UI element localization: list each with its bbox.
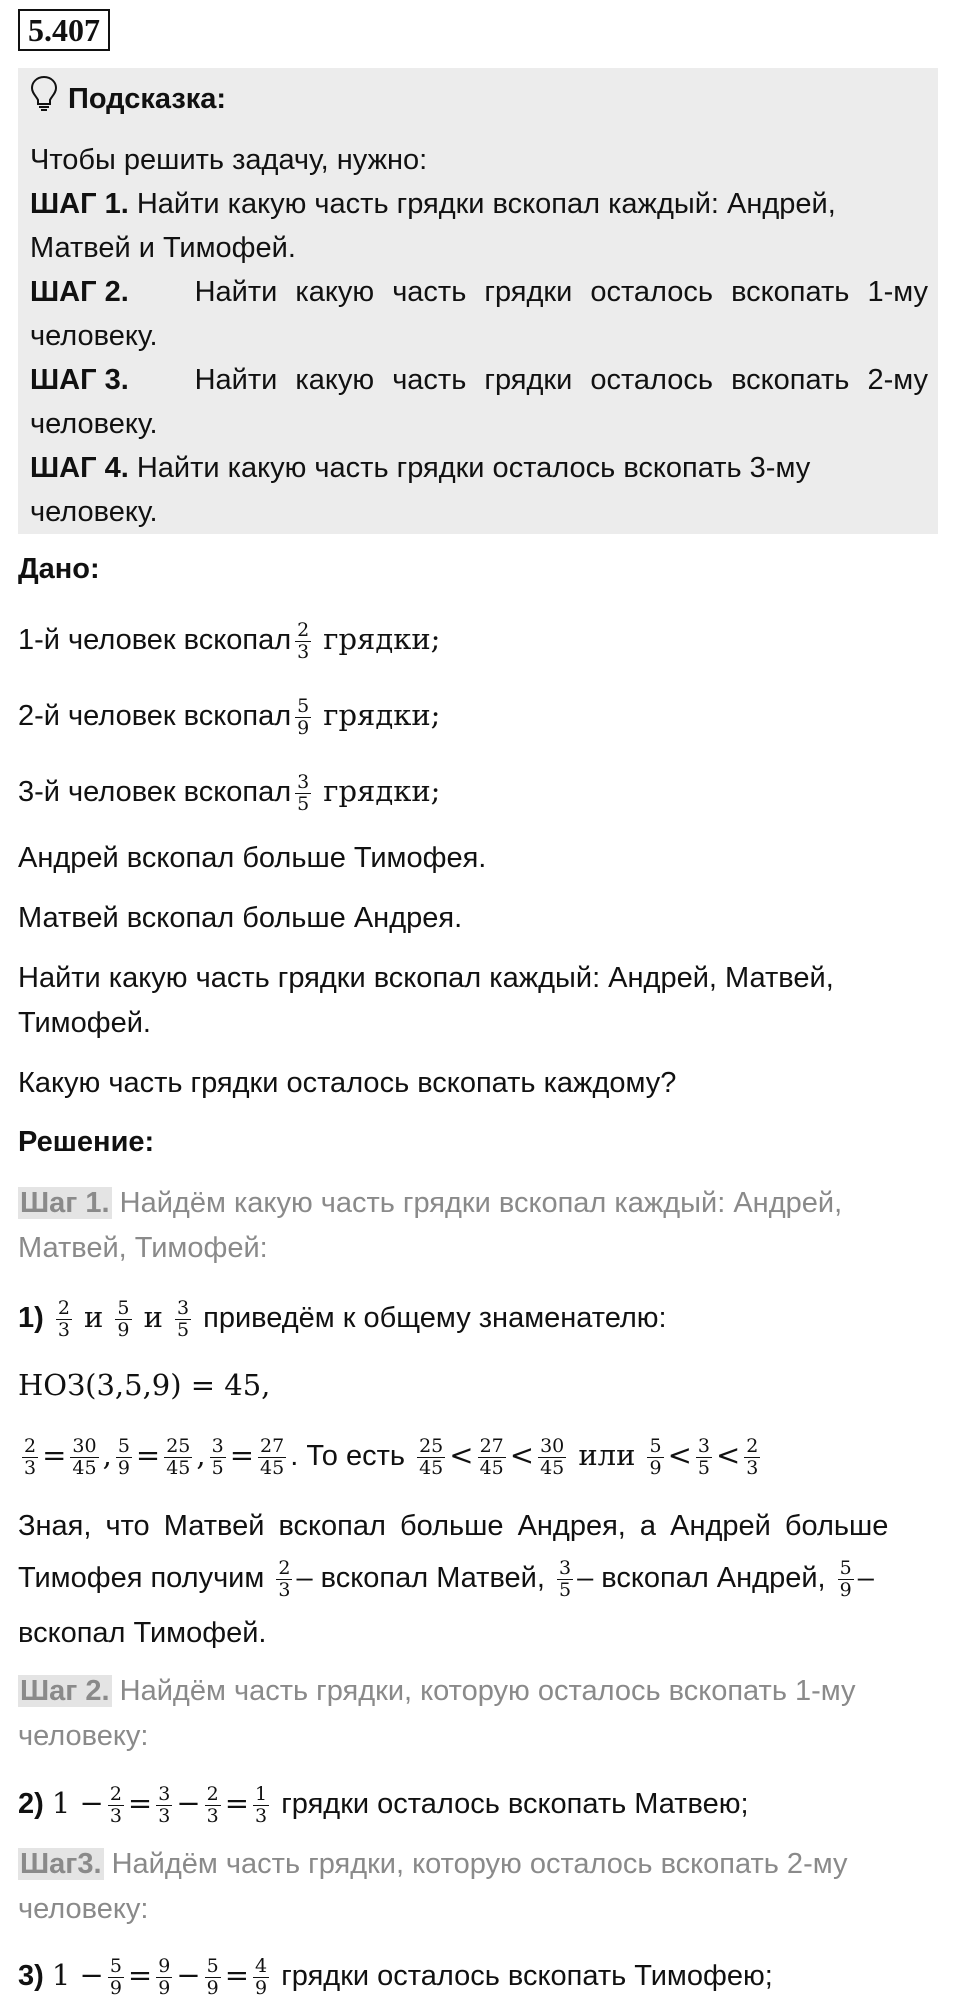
solution-item-2: 2) 1 − $\frac{2}{3}$ = $\frac{3}{3}$ − $\frac{2}{3}$ = $\frac{1}{3}$ грядки осталось вскопать Матвею; xyxy=(18,1782,749,1827)
fraction: $\frac{2}{3}$ xyxy=(57,1296,70,1341)
solution-step-1-cont: Матвей, Тимофей: xyxy=(18,1232,268,1264)
given-title: Дано: xyxy=(18,553,100,585)
given-person-2: 2-й человек вскопал $\frac{5}{9}$ грядки; xyxy=(18,694,441,739)
solution-step-3: Шаг3. Найдём часть грядки, которую осталось вскопать 2-му xyxy=(20,1848,848,1880)
hint-step-4: ШАГ 4. Найти какую часть грядки осталось вскопать 3-му xyxy=(30,452,811,484)
hint-intro: Чтобы решить задачу, нужно: xyxy=(30,144,428,176)
solution-title: Решение: xyxy=(18,1126,155,1158)
solution-reasoning-cont: Тимофея получим $\frac{2}{3}$ – вскопал Матвей, $\frac{3}{5}$ – вскопал Андрей, $\frac{5}{9}$ – xyxy=(18,1556,874,1601)
given-fact-1: Андрей вскопал больше Тимофея. xyxy=(18,842,487,874)
fraction: $\frac{3}{5}$ xyxy=(297,770,310,815)
given-person-1: 1-й человек вскопал $\frac{2}{3}$ грядки; xyxy=(18,618,441,663)
hint-step-2-cont: человеку. xyxy=(30,320,158,352)
fraction: $\frac{5}{9}$ xyxy=(297,694,310,739)
solution-item-1: 1) $\frac{2}{3}$ и $\frac{5}{9}$ и $\frac{3}{5}$ приведём к общему знаменателю: xyxy=(18,1296,667,1341)
solution-step-1: Шаг 1. Найдём какую часть грядки вскопал каждый: Андрей, xyxy=(20,1187,843,1219)
hint-title: Подсказка: xyxy=(68,83,227,115)
solution-step-2: Шаг 2. Найдём часть грядки, которую осталось вскопать 1-му xyxy=(20,1675,856,1707)
fraction: $\frac{3}{5}$ xyxy=(176,1296,190,1341)
solution-step-2-cont: человеку: xyxy=(18,1720,149,1752)
solution-reasoning: Зная, что Матвей вскопал больше Андрея, а Андрей больше xyxy=(18,1510,889,1542)
hint-step-3-cont: человеку. xyxy=(30,408,158,440)
given-fact-2: Матвей вскопал больше Андрея. xyxy=(18,902,463,934)
problem-number: 5.407 xyxy=(18,9,110,51)
hint-body xyxy=(30,138,928,534)
solution-step-3-cont: человеку: xyxy=(18,1893,149,1925)
hint-step-4-cont: человеку. xyxy=(30,496,158,528)
hint-step-3: ШАГ 3. Найти какую часть грядки осталось вскопать 2-му xyxy=(30,364,928,396)
fraction: $\frac{2}{3}$ xyxy=(297,618,310,663)
solution-common-fractions: $\frac{2}{3}$ = $\frac{30}{45}$ , $\frac{5}{9}$ = $\frac{25}{45}$ , $\frac{3}{5}$ = $\frac{27}{45}$ . То есть $\frac{25}{45}$ < $\frac{27}{45}$ < $\frac{30}{45}$ или $\frac{5}{9}$ < $\frac{3}{5}$ < $\frac{2}{3}$ xyxy=(24,1434,759,1479)
given-question-2: Какую часть грядки осталось вскопать каждому? xyxy=(18,1067,677,1099)
given-question-1-cont: Тимофей. xyxy=(18,1007,151,1039)
hint-title-row xyxy=(30,75,226,123)
given-question-1: Найти какую часть грядки вскопал каждый: Андрей, Матвей, xyxy=(18,962,834,994)
given-person-3: 3-й человек вскопал $\frac{3}{5}$ грядки; xyxy=(18,770,441,815)
solution-lcm: НОЗ(3,5,9) = 45, xyxy=(18,1368,271,1402)
lightbulb-icon xyxy=(30,75,58,123)
hint-step-1-cont: Матвей и Тимофей. xyxy=(30,232,296,264)
hint-step-2: ШАГ 2. Найти какую часть грядки осталось вскопать 1-му xyxy=(30,276,928,308)
fraction: $\frac{5}{9}$ xyxy=(117,1296,130,1341)
solution-reasoning-end: вскопал Тимофей. xyxy=(18,1617,267,1649)
hint-step-1: ШАГ 1. Найти какую часть грядки вскопал каждый: Андрей, xyxy=(30,188,836,220)
solution-item-3: 3) 1 − $\frac{5}{9}$ = $\frac{9}{9}$ − $\frac{5}{9}$ = $\frac{4}{9}$ грядки осталось вскопать Тимофею; xyxy=(18,1954,773,1999)
